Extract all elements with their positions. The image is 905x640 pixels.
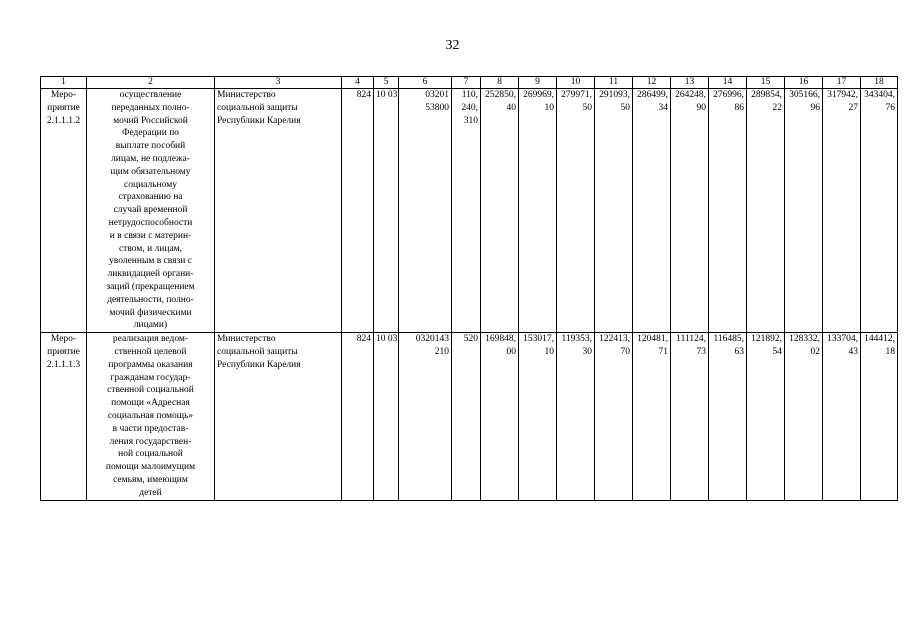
measure-description-line: ственной целевой — [114, 346, 187, 357]
funding-value — [519, 333, 557, 500]
measure-description-line: в части предостав- — [112, 423, 189, 434]
funding-value-line: 02 — [810, 346, 820, 357]
column-number-header: 7 — [452, 77, 481, 89]
expense-type-code — [452, 333, 481, 500]
funding-value — [633, 333, 671, 500]
funding-value — [823, 333, 861, 500]
funding-value-line: 54 — [772, 346, 782, 357]
measure-description-line: детей — [139, 487, 162, 498]
funding-value-line: 22 — [772, 102, 782, 113]
funding-value-line: 291093, — [599, 90, 630, 100]
funding-value-line: 43 — [848, 346, 858, 357]
funding-value — [709, 333, 747, 500]
expense-type-code — [452, 89, 481, 333]
measure-description-line: социальная помощь» — [107, 410, 194, 421]
funding-value — [823, 89, 861, 333]
funding-value-line: 133704, — [827, 334, 858, 345]
column-number-header: 6 — [399, 77, 452, 89]
funding-value-line: 27 — [848, 102, 858, 113]
measure-id-line: приятие — [47, 102, 80, 113]
measure-description — [87, 333, 215, 500]
table-row — [41, 333, 898, 500]
measure-description-line: переданных полно- — [111, 102, 190, 113]
measure-description-line: лицам, не подлежа- — [111, 153, 190, 164]
funding-value — [481, 89, 519, 333]
measure-description-line: случай временной — [113, 205, 188, 216]
header-row — [41, 77, 898, 89]
column-number-header: 13 — [671, 77, 709, 89]
column-number-header: 14 — [709, 77, 747, 89]
measure-description-line: помощи «Адресная — [111, 398, 190, 409]
page-number: 32 — [445, 38, 460, 53]
measure-id-line: Меро- — [50, 334, 77, 345]
funding-value — [557, 89, 595, 333]
column-number-header: 16 — [785, 77, 823, 89]
funding-value-line: 169848, — [485, 334, 516, 345]
measure-description-line: Федерации по — [121, 128, 180, 139]
measure-description — [87, 89, 215, 333]
responsible-organization-line: социальной защиты — [217, 102, 298, 113]
ministry-code-line: 824 — [356, 334, 371, 345]
funding-value-line: 153017, — [523, 334, 554, 345]
funding-value — [747, 333, 785, 500]
funding-value-line: 286499, — [637, 90, 668, 100]
responsible-organization-line: Министерство — [217, 334, 276, 345]
funding-value-line: 128332, — [789, 334, 820, 345]
funding-value-line: 71 — [658, 346, 668, 357]
measure-description-line: уволенным в связи с — [109, 256, 192, 267]
funding-value — [709, 89, 747, 333]
funding-value — [595, 333, 633, 500]
funding-value-line: 00 — [506, 346, 516, 357]
measure-id — [41, 333, 87, 500]
funding-value-line: 10 — [544, 346, 554, 357]
funding-value-line: 50 — [620, 102, 630, 113]
funding-value — [595, 89, 633, 333]
section-code-line: 10 03 — [376, 334, 398, 345]
column-number-header: 2 — [87, 77, 215, 89]
column-number-header: 8 — [481, 77, 519, 89]
funding-value — [671, 333, 709, 500]
section-code — [374, 333, 399, 500]
funding-value-line: 279971, — [561, 90, 592, 100]
funding-value — [861, 89, 898, 333]
section-code-line: 10 03 — [376, 90, 398, 100]
funding-value-line: 18 — [885, 346, 895, 357]
column-number-header: 9 — [519, 77, 557, 89]
funding-value-line: 63 — [734, 346, 744, 357]
funding-value — [747, 89, 785, 333]
funding-value-line: 70 — [620, 346, 630, 357]
target-article-code-line: 0320143 — [415, 334, 449, 345]
measure-description-line: ления государствен- — [109, 436, 192, 447]
funding-value — [671, 89, 709, 333]
measure-description-line: страхованию на — [118, 192, 183, 203]
measure-description-line: ликвидацией органи- — [107, 269, 194, 280]
funding-value-line: 343404, — [864, 90, 895, 100]
expense-type-code-line: 110, — [461, 90, 478, 100]
measure-description-line: ственной социальной — [107, 385, 194, 396]
measure-id — [41, 89, 87, 333]
budget-table — [40, 76, 898, 501]
funding-value-line: 40 — [506, 102, 516, 113]
measure-description-line: программы оказания — [108, 359, 193, 370]
funding-value-line: 90 — [696, 102, 706, 113]
funding-value-line: 34 — [658, 102, 668, 113]
funding-value-line: 264248, — [675, 90, 706, 100]
funding-value-line: 276996, — [713, 90, 744, 100]
ministry-code — [342, 89, 374, 333]
measure-description-line: семьям, имеющим — [113, 474, 188, 485]
table-row — [41, 89, 898, 333]
measure-description-line: помощи малоимущим — [105, 462, 196, 473]
ministry-code-line: 824 — [356, 90, 371, 100]
section-code — [374, 89, 399, 333]
funding-value — [785, 89, 823, 333]
funding-value-line: 30 — [582, 346, 592, 357]
measure-description-line: щим обязательному — [110, 166, 191, 177]
funding-value-line: 122413, — [599, 334, 630, 345]
responsible-organization — [215, 89, 342, 333]
measure-description-line: социальному — [124, 179, 177, 190]
measure-id-line: 2.1.1.1.3 — [46, 359, 81, 370]
target-article-code — [399, 333, 452, 500]
column-number-header: 17 — [823, 77, 861, 89]
target-article-code-line: 03201 — [425, 90, 449, 100]
responsible-organization-line: Министерство — [217, 90, 276, 100]
funding-value-line: 96 — [810, 102, 820, 113]
funding-value-line: 120481, — [637, 334, 668, 345]
funding-value — [861, 333, 898, 500]
measure-description-line: мочий Российской — [113, 115, 188, 126]
measure-id-line: Меро- — [50, 90, 77, 100]
funding-value-line: 116485, — [713, 334, 744, 345]
funding-value — [785, 333, 823, 500]
funding-value-line: 317942, — [827, 90, 858, 100]
funding-value-line: 121892, — [751, 334, 782, 345]
responsible-organization-line: Республики Карелия — [217, 359, 301, 370]
funding-value — [519, 89, 557, 333]
funding-value-line: 50 — [582, 102, 592, 113]
measure-description-line: деятельности, полно- — [107, 294, 194, 305]
column-number-header: 11 — [595, 77, 633, 89]
measure-description-line: и в связи с материн- — [109, 230, 192, 241]
expense-type-code-line: 310 — [463, 115, 478, 126]
measure-description-line: мочий физическими — [109, 307, 192, 318]
column-number-header: 15 — [747, 77, 785, 89]
funding-value-line: 86 — [734, 102, 744, 113]
funding-value-line: 76 — [885, 102, 895, 113]
column-number-header: 1 — [41, 77, 87, 89]
funding-value-line: 269969, — [523, 90, 554, 100]
funding-value-line: 119353, — [561, 334, 592, 345]
measure-description-line: ной социальной — [118, 449, 183, 460]
funding-value-line: 73 — [696, 346, 706, 357]
column-number-header: 4 — [342, 77, 374, 89]
column-number-header: 18 — [861, 77, 898, 89]
measure-description-line: осуществление — [119, 90, 182, 100]
target-article-code — [399, 89, 452, 333]
funding-value-line: 289854, — [751, 90, 782, 100]
measure-description-line: заций (прекращением — [106, 281, 195, 292]
responsible-organization-line: социальной защиты — [217, 346, 298, 357]
funding-value-line: 305166, — [789, 90, 820, 100]
measure-description-line: гражданам государ- — [110, 372, 191, 383]
funding-value — [633, 89, 671, 333]
funding-value-line: 111124, — [676, 334, 706, 345]
funding-value — [557, 333, 595, 500]
measure-description-line: лицами) — [133, 320, 168, 331]
target-article-code-line: 53800 — [425, 102, 449, 113]
column-number-header: 12 — [633, 77, 671, 89]
responsible-organization — [215, 333, 342, 500]
column-number-header: 10 — [557, 77, 595, 89]
ministry-code — [342, 333, 374, 500]
measure-description-line: ством, и лицам, — [118, 243, 183, 254]
funding-value — [481, 333, 519, 500]
responsible-organization-line: Республики Карелия — [217, 115, 301, 126]
target-article-code-line: 210 — [434, 346, 449, 357]
funding-value-line: 144412, — [864, 334, 895, 345]
measure-id-line: приятие — [47, 346, 80, 357]
funding-value-line: 252850, — [485, 90, 516, 100]
expense-type-code-line: 240, — [461, 102, 478, 113]
column-number-header: 5 — [374, 77, 399, 89]
expense-type-code-line: 520 — [463, 334, 478, 345]
measure-description-line: реализация ведом- — [112, 334, 189, 345]
column-number-header: 3 — [215, 77, 342, 89]
measure-id-line: 2.1.1.1.2 — [46, 115, 81, 126]
funding-value-line: 10 — [544, 102, 554, 113]
measure-description-line: нетрудоспособности — [108, 217, 193, 228]
measure-description-line: выплате пособий — [115, 141, 186, 152]
